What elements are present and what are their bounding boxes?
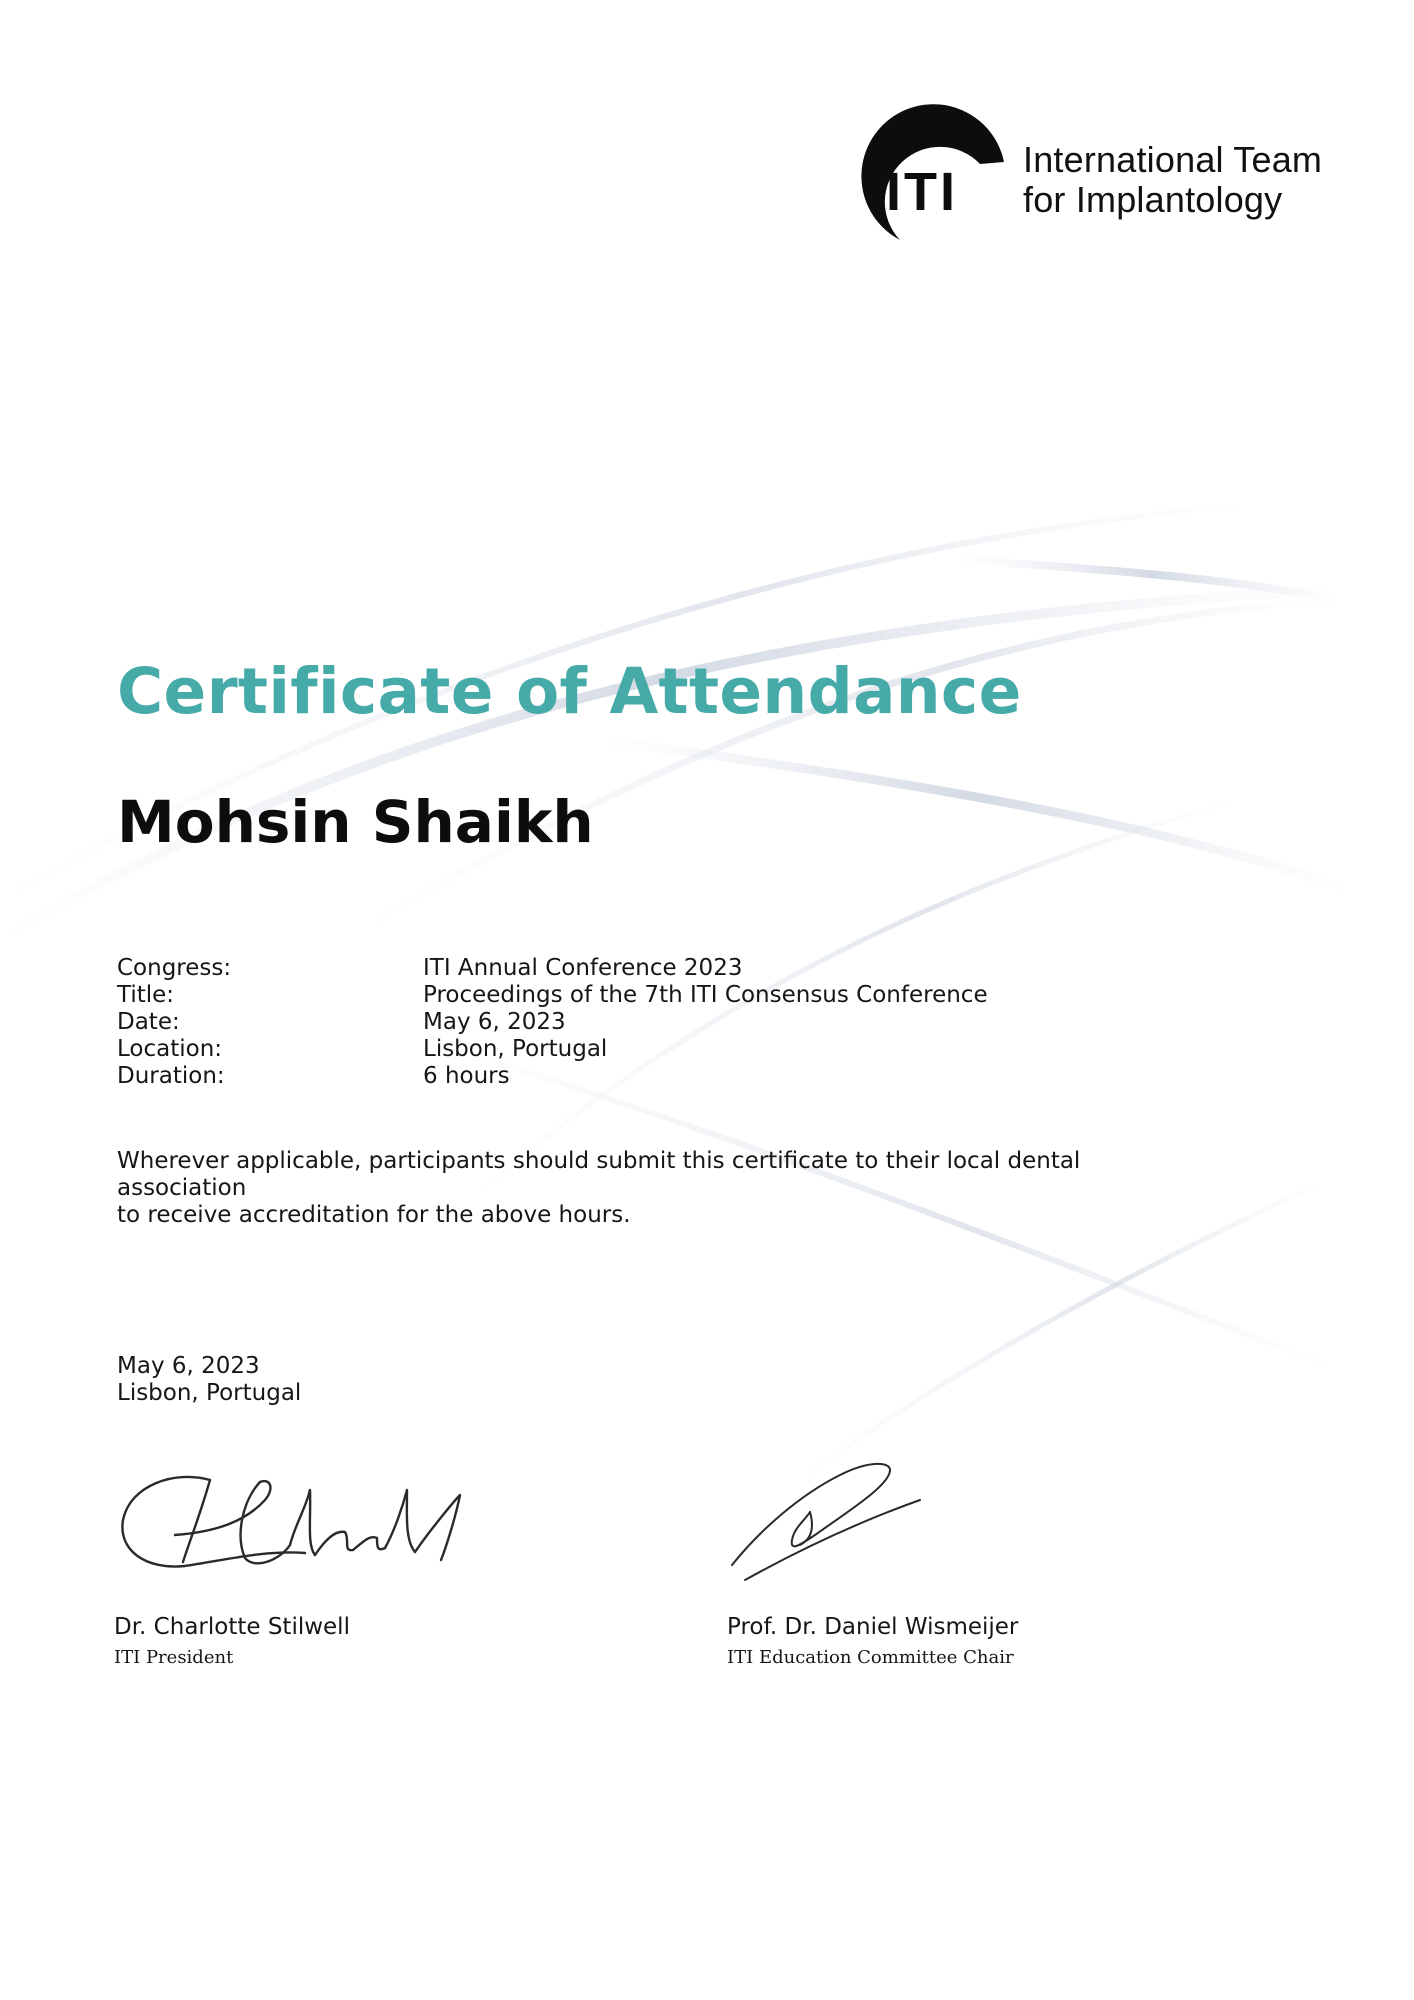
detail-row-location xyxy=(117,1036,988,1063)
detail-label: Congress: xyxy=(117,955,232,981)
accreditation-note-line1: Wherever applicable, participants should submit this certificate to their local dental association xyxy=(117,1148,1081,1201)
detail-value: Lisbon, Portugal xyxy=(423,1036,608,1062)
detail-label: Location: xyxy=(117,1036,223,1062)
detail-row-congress xyxy=(117,955,988,982)
organization-name-line2: for Implantology xyxy=(1023,179,1283,220)
signature-charlotte-stilwell xyxy=(115,1460,485,1590)
accreditation-note-line2: to receive accreditation for the above hours. xyxy=(117,1202,631,1228)
accreditation-note xyxy=(117,1148,1177,1229)
organization-name xyxy=(1023,140,1322,220)
detail-value: May 6, 2023 xyxy=(423,1009,566,1035)
detail-value: ITI Annual Conference 2023 xyxy=(423,955,743,981)
detail-label: Date: xyxy=(117,1009,180,1035)
iti-logo-abbr: ITI xyxy=(886,162,958,222)
detail-label: Duration: xyxy=(117,1063,225,1089)
signatory-left xyxy=(114,1613,350,1671)
issue-place: Lisbon, Portugal xyxy=(117,1380,302,1406)
detail-row-date xyxy=(117,1009,988,1036)
signatory-name: Dr. Charlotte Stilwell xyxy=(114,1614,350,1640)
detail-label: Title: xyxy=(117,982,175,1008)
signatory-role: ITI Education Committee Chair xyxy=(727,1647,1014,1668)
detail-value: 6 hours xyxy=(423,1063,510,1089)
certificate-title: Certificate of Attendance xyxy=(117,655,1022,728)
signatory-name: Prof. Dr. Daniel Wismeijer xyxy=(727,1614,1019,1640)
signatory-right xyxy=(727,1613,1018,1671)
iti-logo-mark xyxy=(858,100,1008,250)
signature-daniel-wismeijer xyxy=(720,1440,930,1590)
detail-value: Proceedings of the 7th ITI Consensus Conference xyxy=(423,982,988,1008)
detail-row-title xyxy=(117,982,988,1009)
issue-date: May 6, 2023 xyxy=(117,1353,260,1379)
recipient-name: Mohsin Shaikh xyxy=(117,788,594,856)
event-details xyxy=(117,955,988,1090)
signatory-role: ITI President xyxy=(114,1647,234,1668)
iti-logo xyxy=(858,100,1338,250)
detail-row-duration xyxy=(117,1063,988,1090)
issue-info xyxy=(117,1353,301,1407)
organization-name-line1: International Team xyxy=(1023,139,1323,180)
